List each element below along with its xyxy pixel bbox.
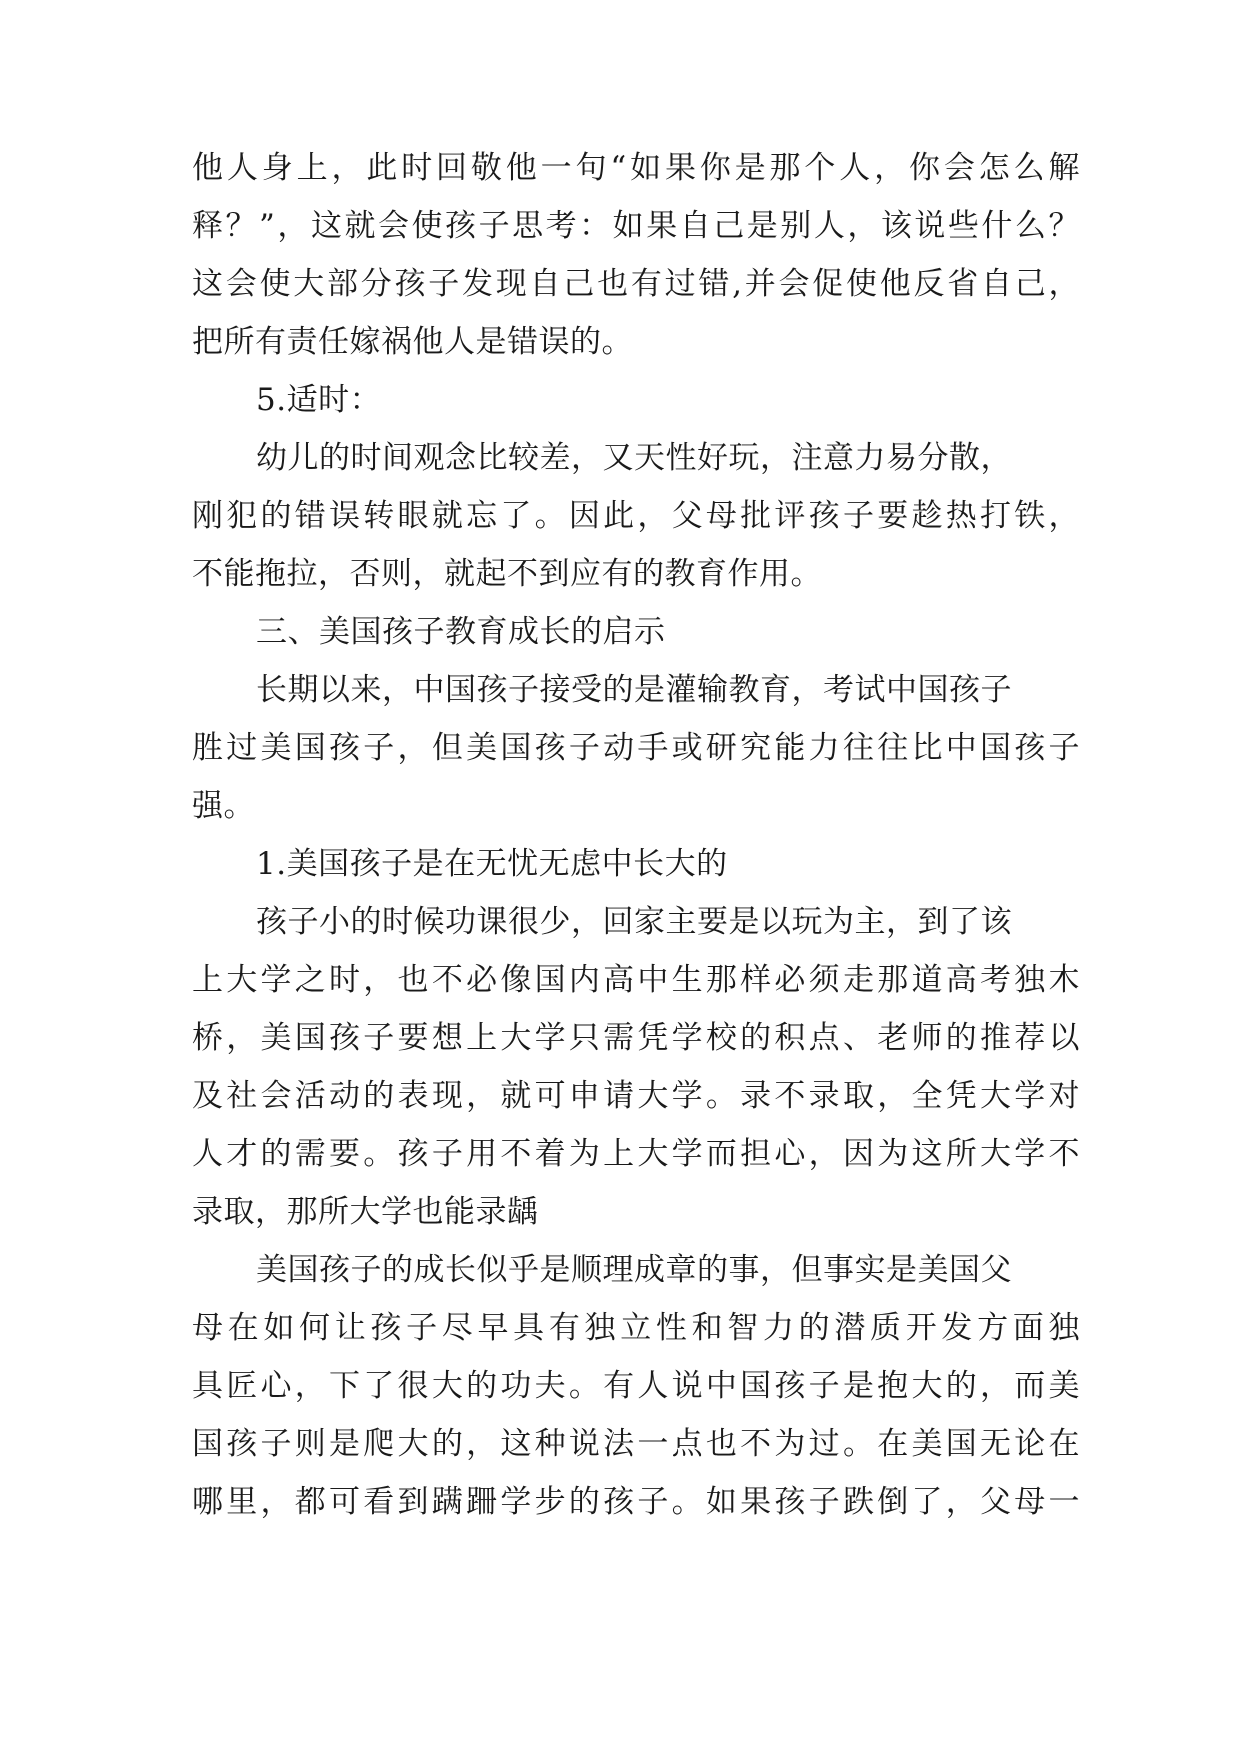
paragraph-line: 桥，美国孩子要想上大学只需凭学校的积点、老师的推荐以 — [192, 1020, 1080, 1056]
paragraph-line: 胜过美国孩子，但美国孩子动手或研究能力往往比中国孩子 — [192, 730, 1080, 766]
paragraph-line: 释？”，这就会使孩子思考：如果自己是别人，该说些什么？ — [192, 208, 1080, 244]
paragraph-line: 具匠心，下了很大的功夫。有人说中国孩子是抱大的，而美 — [192, 1368, 1080, 1404]
section-heading: 1.美国孩子是在无忧无虑中长大的 — [256, 846, 728, 882]
paragraph-line: 人才的需要。孩子用不着为上大学而担心，因为这所大学不 — [192, 1136, 1080, 1172]
paragraph-line: 幼儿的时间观念比较差，又天性好玩，注意力易分散， — [256, 440, 1012, 476]
paragraph-line: 哪里，都可看到蹒跚学步的孩子。如果孩子跌倒了，父母一 — [192, 1484, 1080, 1520]
paragraph-line: 强。 — [192, 788, 255, 824]
paragraph-line: 刚犯的错误转眼就忘了。因此，父母批评孩子要趁热打铁， — [192, 498, 1080, 534]
paragraph-line: 不能拖拉，否则，就起不到应有的教育作用。 — [192, 556, 822, 592]
section-heading: 5.适时： — [256, 382, 382, 418]
paragraph-line: 美国孩子的成长似乎是顺理成章的事，但事实是美国父 — [256, 1252, 1012, 1288]
paragraph-line: 他人身上，此时回敬他一句“如果你是那个人，你会怎么解 — [192, 150, 1080, 186]
paragraph-line: 录取，那所大学也能录龋 — [192, 1194, 539, 1230]
section-heading: 三、美国孩子教育成长的启示 — [256, 614, 666, 650]
paragraph-line: 长期以来，中国孩子接受的是灌输教育，考试中国孩子 — [256, 672, 1012, 708]
paragraph-line: 及社会活动的表现，就可申请大学。录不录取，全凭大学对 — [192, 1078, 1080, 1114]
paragraph-line: 国孩子则是爬大的，这种说法一点也不为过。在美国无论在 — [192, 1426, 1080, 1462]
paragraph-line: 孩子小的时候功课很少，回家主要是以玩为主，到了该 — [256, 904, 1012, 940]
paragraph-line: 上大学之时，也不必像国内高中生那样必须走那道高考独木 — [192, 962, 1080, 998]
paragraph-line: 母在如何让孩子尽早具有独立性和智力的潜质开发方面独 — [192, 1310, 1080, 1346]
paragraph-line: 这会使大部分孩子发现自己也有过错,并会促使他反省自己， — [192, 266, 1080, 302]
paragraph-line: 把所有责任嫁祸他人是错误的。 — [192, 324, 633, 360]
